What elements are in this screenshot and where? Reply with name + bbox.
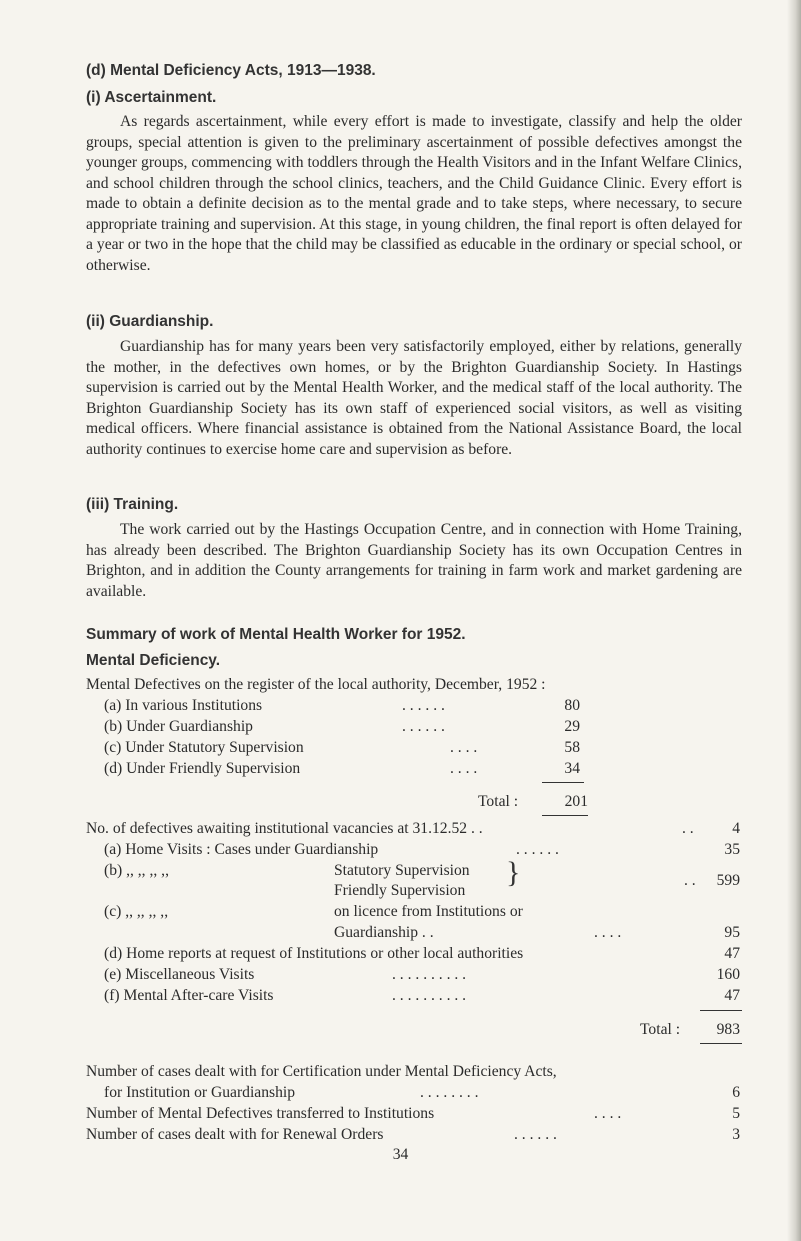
page-number: 34 (392, 1146, 409, 1163)
page-edge-shadow (787, 0, 801, 1241)
register-item-value: 80 (564, 697, 580, 714)
visit-c-value: 95 (724, 924, 740, 941)
subtotal-rule (542, 782, 584, 783)
register-item-dots: . . . . . . (402, 718, 445, 735)
transfer-value: 5 (732, 1105, 740, 1122)
visit-d-label: (d) Home reports at request of Institutions or other local authorities (104, 945, 524, 962)
register-item-label: (b) Under Guardianship (104, 718, 253, 735)
visit-b-value: 599 (716, 872, 740, 889)
training-heading: (iii) Training. (86, 496, 179, 513)
register-item-dots: . . . . (450, 739, 478, 756)
register-item-dots: . . . . . . (402, 697, 445, 714)
certification-value: 6 (732, 1084, 740, 1101)
visits-total-label: Total : (640, 1021, 681, 1038)
certification-dots: . . . . . . . . (420, 1084, 479, 1101)
section-heading: (d) Mental Deficiency Acts, 1913—1938. (86, 62, 376, 79)
visit-e-value: 160 (716, 966, 740, 983)
certification-line-1: Number of cases dealt with for Certification under Mental Deficiency Acts, (86, 1063, 557, 1080)
register-total-label: Total : (478, 793, 519, 810)
renewal-label: Number of cases dealt with for Renewal Orders (86, 1126, 384, 1143)
register-item-value: 34 (564, 760, 580, 777)
visit-b-dots: . . (684, 872, 696, 889)
transfer-dots: . . . . (594, 1105, 622, 1122)
visit-c-line1: on licence from Institutions or (334, 903, 523, 920)
transfer-label: Number of Mental Defectives transferred to Institutions (86, 1105, 435, 1122)
summary-heading: Summary of work of Mental Health Worker for 1952. (86, 626, 466, 643)
register-item-dots: . . . . (450, 760, 478, 777)
total-rule (542, 815, 588, 816)
visit-c-line2: Guardianship . . (334, 924, 434, 941)
ascertainment-paragraph: As regards ascertainment, while every effort is made to investigate, classify and help the older groups, special attention is given to the preliminary ascertainment of possible defectives amongst the younger groups, commencing with toddlers through the Health Visitors and in the Infant Welfare Clinics, and school children through the school clinics, teachers, and the Child Guidance Clinic. Every effort is made to obtain a definite decision as to the mental grade and to take steps, where necessary, to secure appropriate training and supervision. At this stage, in young children, the final report is often delayed for a year or two in the hope that the child may be classified as educable in the ordinary or special school, or otherwise. (86, 113, 742, 274)
visit-f-value: 47 (724, 987, 740, 1004)
awaiting-label: No. of defectives awaiting institutional vacancies at 31.12.52 . . (86, 820, 483, 837)
visit-b-line2: Friendly Supervision (334, 882, 466, 899)
visit-a-value: 35 (724, 841, 740, 858)
visit-d-value: 47 (724, 945, 740, 962)
visit-b-line1: Statutory Supervision (334, 862, 470, 879)
guardianship-paragraph: Guardianship has for many years been very satisfactorily employed, either by relations, generally the mother, in the defectives own homes, or by the Brighton Guardianship Society. In Hastings supervision is carried out by the Mental Health Worker, and the medical staff of the local authority. The Brighton Guardianship Society has its own staff of experienced social visitors, as well as visiting medical officers. Where financial assistance is obtained from the National Assistance Board, the local authority continues to exercise home care and supervision as before. (86, 338, 742, 458)
right-brace-icon: } (506, 856, 521, 889)
register-item-label: (a) In various Institutions (104, 697, 263, 714)
register-item-value: 29 (564, 718, 580, 735)
register-total-value: 201 (564, 793, 588, 810)
visit-a-dots: . . . . . . (516, 841, 559, 858)
visit-f-dots: . . . . . . . . . . (392, 987, 467, 1004)
register-intro: Mental Defectives on the register of the local authority, December, 1952 : (86, 676, 546, 693)
awaiting-dots: . . (682, 820, 694, 837)
visit-e-label: (e) Miscellaneous Visits (104, 966, 255, 983)
visit-c-dots: . . . . (594, 924, 622, 941)
mental-deficiency-subheading: Mental Deficiency. (86, 652, 221, 669)
renewal-value: 3 (732, 1126, 740, 1143)
register-item-value: 58 (564, 739, 580, 756)
ascertainment-heading: (i) Ascertainment. (86, 89, 217, 106)
training-paragraph: The work carried out by the Hastings Occupation Centre, and in connection with Home Training, has already been described. The Brighton Guardianship Society has its own Occupation Centres in Brighton, and in addition the County arrangements for training in farm work and market gardening are available. (86, 521, 742, 600)
visit-b-prefix: (b) ,, ,, ,, ,, (104, 862, 169, 879)
visit-c-prefix: (c) ,, ,, ,, ,, (104, 903, 169, 920)
subtotal-rule (700, 1010, 742, 1011)
visit-f-label: (f) Mental After-care Visits (104, 987, 274, 1004)
visit-e-dots: . . . . . . . . . . (392, 966, 467, 983)
register-item-label: (c) Under Statutory Supervision (104, 739, 304, 756)
visits-total-value: 983 (716, 1021, 740, 1038)
visit-a-label: (a) Home Visits : Cases under Guardianship (104, 841, 379, 858)
certification-line-2: for Institution or Guardianship (104, 1084, 295, 1101)
awaiting-value: 4 (732, 820, 740, 837)
guardianship-heading: (ii) Guardianship. (86, 313, 214, 330)
total-rule (700, 1043, 742, 1044)
renewal-dots: . . . . . . (514, 1126, 557, 1143)
register-item-label: (d) Under Friendly Supervision (104, 760, 301, 777)
